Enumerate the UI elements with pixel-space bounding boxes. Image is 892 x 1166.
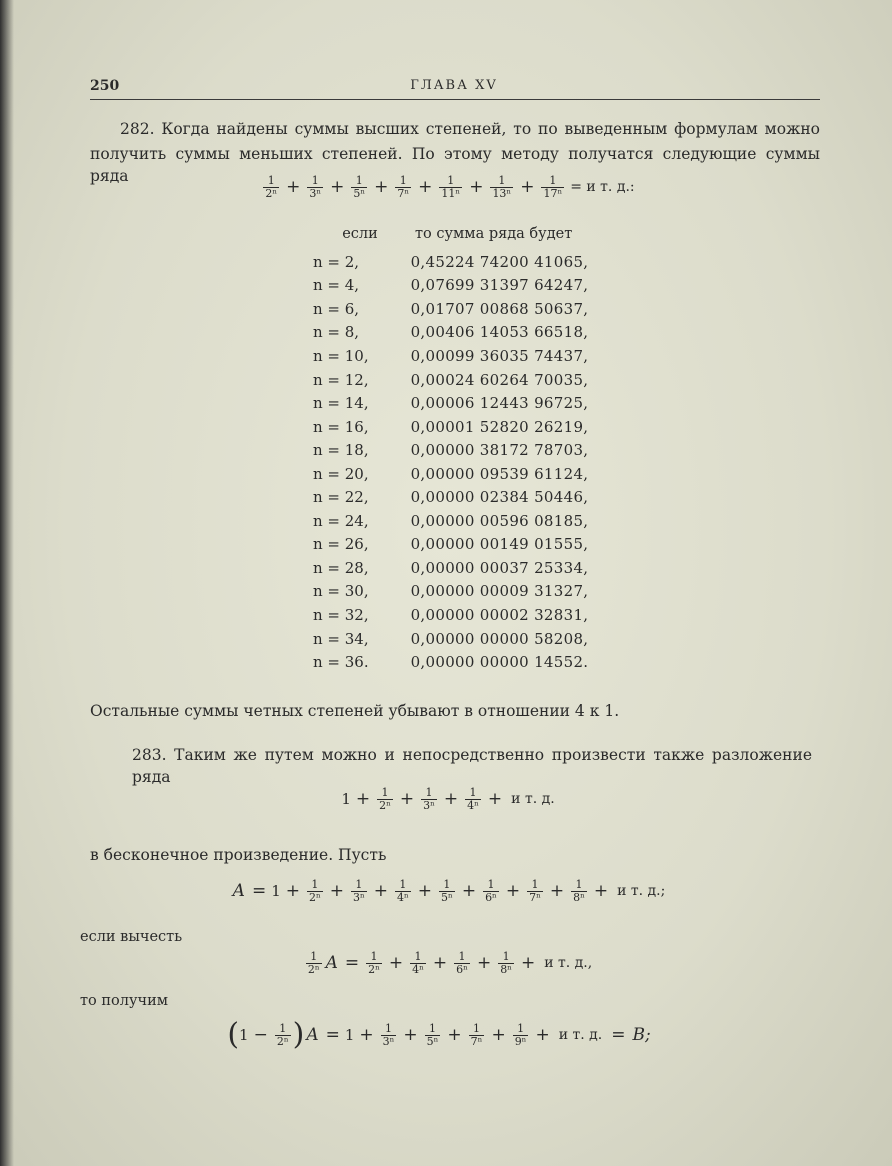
plus-sign: +	[461, 881, 477, 901]
series-tail: и т. д.;	[617, 883, 666, 899]
table-cell-n: n = 14,	[313, 394, 369, 413]
plus-sign: +	[286, 177, 301, 197]
plus-sign: +	[432, 953, 448, 973]
table-row	[305, 250, 625, 274]
table-row	[305, 274, 625, 298]
plus-sign: +	[418, 177, 433, 197]
fraction: $\frac{1}{\text{4ⁿ}}$	[412, 949, 424, 976]
table-cell-sum: 0,00000 00002 32831,	[410, 605, 589, 624]
table-row	[305, 344, 625, 368]
plus-sign: +	[469, 177, 484, 197]
equals-sign: =	[325, 1025, 340, 1045]
plus-sign: +	[417, 881, 433, 901]
table-cell-n: n = 28,	[313, 558, 369, 577]
fraction: $\frac{1}{\text{6ⁿ}}$	[485, 877, 497, 904]
equals-sign: =	[251, 881, 267, 901]
table-cell-n: n = 18,	[313, 441, 369, 460]
table-cell-n: n = 2,	[313, 252, 360, 271]
plus-sign: +	[535, 1025, 550, 1045]
table-cell-n: n = 36.	[313, 653, 369, 672]
paragraph-282-line1: 282. Когда найдены суммы высших степеней, то по выведенным формулам можно	[120, 120, 820, 138]
table-cell-sum: 0,00000 00037 25334,	[410, 558, 589, 577]
table-cell-sum: 0,00000 02384 50446,	[410, 488, 589, 507]
plus-sign: +	[374, 177, 389, 197]
table-cell-sum: 0,07699 31397 64247,	[410, 276, 589, 295]
plus-sign: +	[359, 1025, 374, 1045]
table-row	[305, 391, 625, 415]
table-cell-sum: 0,45224 74200 41065,	[410, 252, 589, 271]
fraction: $\frac{1}{\text{5ⁿ}}$	[441, 877, 453, 904]
table-cell-sum: 0,00006 12443 96725,	[410, 394, 589, 413]
running-head: ГЛАВА XV	[410, 78, 498, 93]
fraction: $\frac{1}{\text{8ⁿ}}$	[573, 877, 585, 904]
plus-sign: +	[520, 953, 536, 973]
plus-sign: +	[491, 1025, 506, 1045]
plus-sign: +	[388, 953, 404, 973]
equals-sign: =	[611, 1025, 626, 1045]
lead-term: 1	[341, 790, 351, 808]
column-header-sum: то сумма ряда будет	[415, 226, 573, 242]
fraction: $\frac{1}{\text{7ⁿ}}$	[529, 877, 541, 904]
remaining-sums-text: Остальные суммы четных степеней убывают в отношении 4 к 1.	[90, 702, 620, 720]
fraction: $\frac{1}{\text{3ⁿ}}$	[423, 785, 435, 812]
table-cell-sum: 0,00024 60264 70035,	[410, 370, 589, 389]
sums-table	[305, 226, 625, 674]
fraction: $\frac{1}{\text{8ⁿ}}$	[500, 949, 512, 976]
plus-sign: +	[447, 1025, 462, 1045]
table-row	[305, 650, 625, 674]
table-row	[305, 627, 625, 651]
table-cell-n: n = 30,	[313, 582, 369, 601]
table-cell-sum: 0,00099 36035 74437,	[410, 346, 589, 365]
table-cell-sum: 0,00000 00149 01555,	[410, 535, 589, 554]
fraction: $\frac{1}{\text{3ⁿ}}$	[309, 173, 322, 200]
fraction: $\frac{1}{\text{2ⁿ}}$	[307, 949, 320, 976]
page-header	[90, 78, 818, 98]
table-row	[305, 297, 625, 321]
table-cell-sum: 0,00000 00009 31327,	[410, 582, 589, 601]
plus-sign: +	[520, 177, 535, 197]
table-cell-sum: 0,01707 00868 50637,	[410, 299, 589, 318]
result-text: то получим	[80, 993, 169, 1009]
fraction: $\frac{1}{\text{11ⁿ}}$	[441, 173, 461, 200]
lead-term: 1	[271, 882, 281, 900]
table-cell-n: n = 32,	[313, 605, 369, 624]
lead-term: 1	[344, 1026, 355, 1044]
table-cell-n: n = 10,	[313, 346, 369, 365]
binding-shadow	[0, 0, 14, 1166]
table-cell-n: n = 4,	[313, 276, 360, 295]
plus-sign: +	[505, 881, 521, 901]
plus-sign: +	[593, 881, 609, 901]
symbol-A: A	[325, 953, 338, 973]
paragraph-282-line2: получить суммы меньших степеней. По этому методу получатся следующие суммы ряда	[90, 145, 820, 185]
plus-sign: +	[329, 881, 345, 901]
plus-sign: +	[476, 953, 492, 973]
infinite-product-text: в бесконечное произведение. Пусть	[90, 846, 387, 864]
minus-sign: −	[253, 1025, 268, 1045]
table-row	[305, 556, 625, 580]
symbol-A: A	[232, 881, 245, 901]
plus-sign: +	[285, 881, 300, 901]
table-row	[305, 415, 625, 439]
table-cell-n: n = 20,	[313, 464, 369, 483]
table-row	[305, 321, 625, 345]
table-row	[305, 462, 625, 486]
fraction: $\frac{1}{\text{6ⁿ}}$	[456, 949, 468, 976]
fraction: $\frac{1}{\text{2ⁿ}}$	[276, 1021, 289, 1048]
table-header	[305, 226, 625, 250]
table-cell-n: n = 26,	[313, 535, 369, 554]
fraction: $\frac{1}{\text{13ⁿ}}$	[492, 173, 512, 200]
series-tail: и т. д.,	[544, 955, 593, 971]
table-row	[305, 580, 625, 604]
page-number: 250	[90, 78, 120, 94]
table-cell-n: n = 22,	[313, 488, 369, 507]
equation-A	[160, 868, 740, 914]
plus-sign: +	[549, 881, 565, 901]
table-cell-sum: 0,00000 00000 14552.	[410, 653, 589, 672]
table-cell-sum: 0,00000 00596 08185,	[410, 511, 589, 530]
fraction: $\frac{1}{\text{17ⁿ}}$	[543, 173, 563, 200]
table-cell-n: n = 24,	[313, 511, 369, 530]
fraction: $\frac{1}{\text{3ⁿ}}$	[353, 877, 365, 904]
fraction: $\frac{1}{\text{7ⁿ}}$	[470, 1021, 483, 1048]
table-cell-sum: 0,00406 14053 66518,	[410, 323, 589, 342]
equation-B	[170, 1010, 710, 1060]
fraction: $\frac{1}{\text{5ⁿ}}$	[426, 1021, 439, 1048]
fraction: $\frac{1}{\text{2ⁿ}}$	[368, 949, 380, 976]
paren-lead: 1	[239, 1026, 249, 1044]
subtract-text: если вычесть	[80, 929, 183, 945]
plus-sign: +	[443, 789, 459, 809]
plus-sign: +	[399, 789, 415, 809]
fraction: $\frac{1}{\text{5ⁿ}}$	[353, 173, 366, 200]
series-tail: = и т. д.:	[570, 179, 635, 195]
fraction: $\frac{1}{\text{2ⁿ}}$	[379, 785, 391, 812]
header-rule	[90, 99, 820, 100]
table-cell-n: n = 12,	[313, 370, 369, 389]
symbol-A: A	[306, 1025, 319, 1045]
fraction: $\frac{1}{\text{7ⁿ}}$	[397, 173, 410, 200]
table-cell-sum: 0,00000 38172 78703,	[410, 441, 589, 460]
plus-sign: +	[373, 881, 389, 901]
symbol-B: B;	[632, 1025, 651, 1045]
series-tail: и т. д.	[558, 1027, 603, 1043]
fraction: $\frac{1}{\text{2ⁿ}}$	[265, 173, 278, 200]
equals-sign: =	[344, 953, 360, 973]
plus-sign: +	[330, 177, 345, 197]
series-tail: и т. д.	[511, 791, 555, 807]
table-row	[305, 603, 625, 627]
fraction: $\frac{1}{\text{2ⁿ}}$	[309, 877, 321, 904]
table-cell-sum: 0,00000 09539 61124,	[410, 464, 589, 483]
fraction: $\frac{1}{\text{9ⁿ}}$	[514, 1021, 527, 1048]
fraction: $\frac{1}{\text{3ⁿ}}$	[382, 1021, 395, 1048]
fraction: $\frac{1}{\text{4ⁿ}}$	[397, 877, 409, 904]
table-row	[305, 509, 625, 533]
table-row	[305, 533, 625, 557]
plus-sign: +	[403, 1025, 418, 1045]
column-header-n: если	[342, 226, 378, 242]
table-cell-sum: 0,00001 52820 26219,	[410, 417, 589, 436]
fraction: $\frac{1}{\text{4ⁿ}}$	[467, 785, 479, 812]
plus-sign: +	[487, 789, 503, 809]
table-row	[305, 438, 625, 462]
table-cell-n: n = 34,	[313, 629, 369, 648]
series-all-formula	[240, 776, 660, 822]
table-cell-sum: 0,00000 00000 58208,	[410, 629, 589, 648]
paragraph-283: 283. Таким же путем можно и непосредственно произвести также разложение ряда	[132, 746, 812, 786]
left-paren: (	[227, 1017, 240, 1052]
table-row	[305, 485, 625, 509]
table-cell-n: n = 6,	[313, 299, 360, 318]
table-body	[305, 250, 625, 674]
right-paren: )	[292, 1017, 305, 1052]
plus-sign: +	[355, 789, 371, 809]
table-row	[305, 368, 625, 392]
table-cell-n: n = 16,	[313, 417, 369, 436]
table-cell-n: n = 8,	[313, 323, 360, 342]
equation-subtract	[230, 940, 670, 986]
series-odd-formula	[220, 170, 680, 204]
